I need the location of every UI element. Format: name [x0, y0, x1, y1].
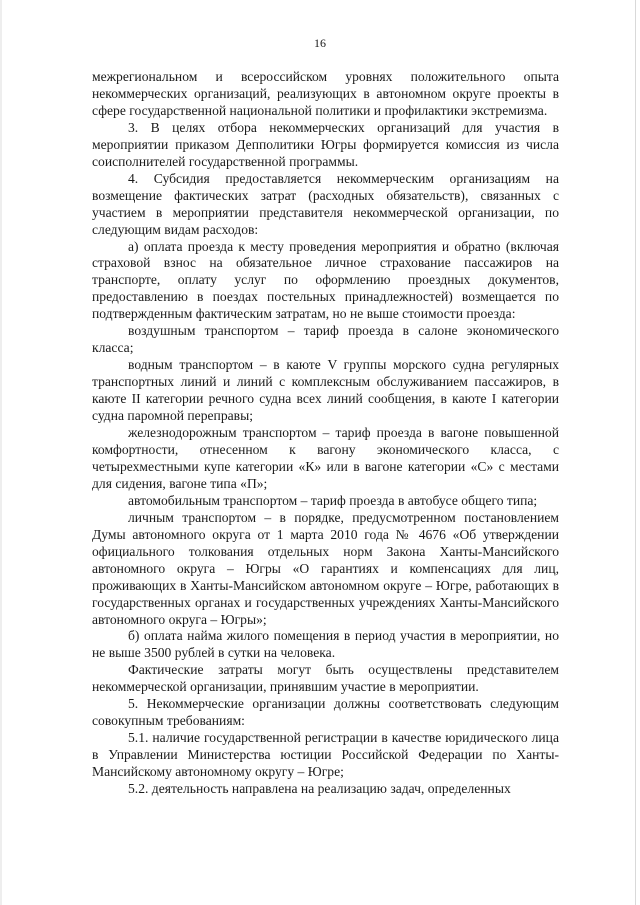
paragraph-8: автомобильным транспортом – тариф проезда в автобусе общего типа;	[128, 492, 538, 508]
page-number: 16	[314, 36, 326, 50]
paragraph-9: личным транспортом – в порядке, предусмотренном постановлением Думы автономного округа от 1 марта 2010 года № 4676 «Об утверждении официального толкования отдельных норм Закона Ханты-Мансийского автономного округа – Югры «О гарантиях и компенсациях для лиц, проживающих в Ханты-Мансийском автономном округе – Югре, работающих в государственных органах и государственных учреждениях Ханты-Мансийского автономного округа – Югры»;	[92, 509, 559, 627]
scan-edge-right	[635, 0, 636, 905]
paragraph-6: водным транспортом – в каюте V группы морского судна регулярных транспортных линий и линий с комплексным обслуживанием пассажиров, в каюте II категории речного судна всех линий сообщения, в каюте I категории судна паромной переправы;	[92, 357, 559, 424]
paragraph-11: Фактические затраты могут быть осуществлены представителем некоммерческой организации, принявшим участие в мероприятии.	[92, 662, 559, 695]
paragraph-1: межрегиональном и всероссийском уровнях положительного опыта некоммерческих организаций, реализующих в автономном округе проекты в сфере государственной национальной политики и профилактики экстремизма.	[92, 69, 559, 118]
paragraph-5: воздушным транспортом – тариф проезда в салоне экономического класса;	[92, 323, 559, 356]
paragraph-7: железнодорожным транспортом – тариф проезда в вагоне повышенной комфортности, отнесенном к вагону экономического класса, с четырехместными купе категории «К» или в вагоне категории «С» с местами для сидения, вагоне типа «П»;	[92, 425, 559, 491]
scan-edge-left	[0, 0, 2, 905]
paragraph-14: 5.2. деятельность направлена на реализацию задач, определенных	[128, 781, 511, 797]
paragraph-3: 4. Субсидия предоставляется некоммерческим организациям на возмещение фактических затрат (расходных обязательств), связанных с участием в мероприятии представителя некоммерческой организации, по следующим видам расходов:	[92, 170, 559, 237]
paragraph-10: б) оплата найма жилого помещения в период участия в мероприятии, но не выше 3500 рублей в сутки на человека.	[92, 628, 559, 661]
paragraph-4: а) оплата проезда к месту проведения мероприятия и обратно (включая страховой взнос на обязательное личное страхование пассажиров на транспорте, оплату услуг по оформлению проездных документов, предоставлению в поездах постельных принадлежностей) возмещается по подтвержденным фактическим затратам, но не выше стоимости проезда:	[92, 238, 559, 322]
paragraph-12: 5. Некоммерческие организации должны соответствовать следующим совокупным требованиям:	[92, 696, 559, 729]
document-body	[92, 69, 559, 798]
paragraph-2: 3. В целях отбора некоммерческих организаций для участия в мероприятии приказом Депполитики Югры формируется комиссия из числа соисполнителей государственной программы.	[92, 119, 559, 169]
paragraph-13: 5.1. наличие государственной регистрации в качестве юридического лица в Управлении Министерства юстиции Российской Федерации по Ханты-Мансийскому автономному округу – Югре;	[92, 730, 559, 780]
